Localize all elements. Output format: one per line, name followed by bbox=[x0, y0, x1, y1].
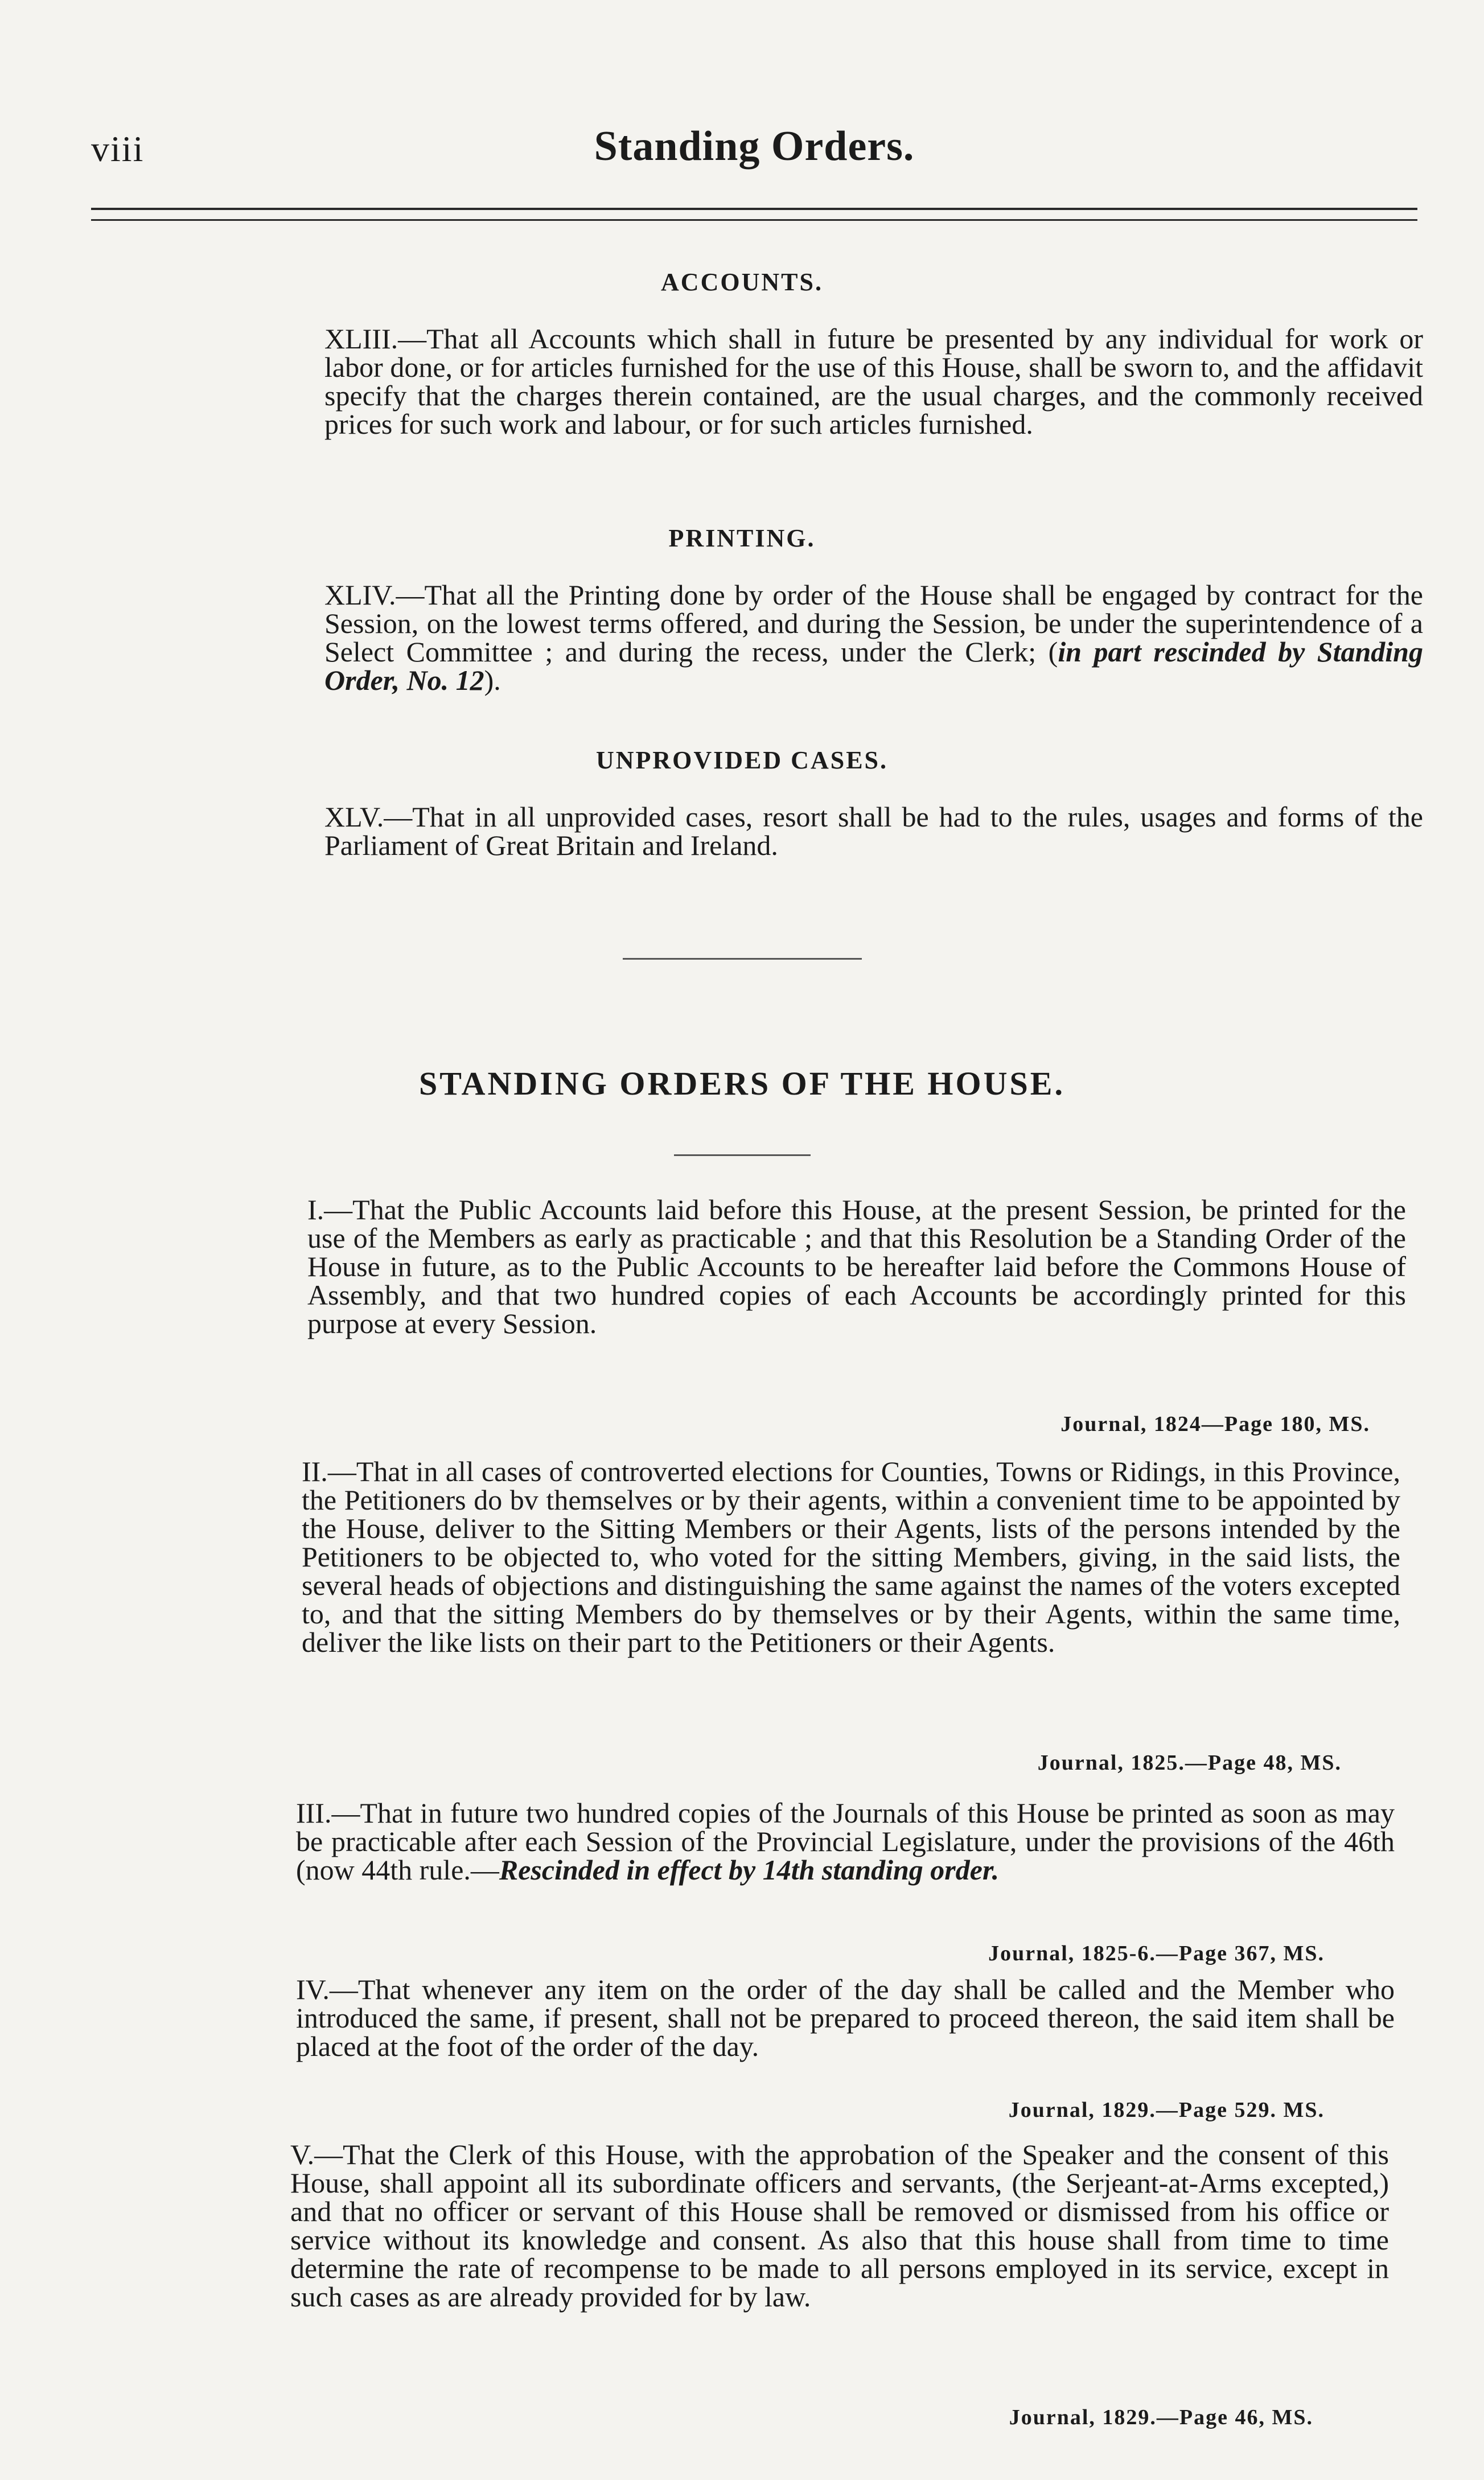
order-numeral: XLV. bbox=[324, 801, 384, 833]
order-numeral: II. bbox=[302, 1455, 328, 1487]
order-note: in part rescinded by Standing Order, No. 12 bbox=[324, 636, 1423, 696]
section-heading-printing: PRINTING. bbox=[668, 524, 816, 552]
order-text: —That whenever any item on the order of the day shall be called and the Member who introduced the same, if present, shall not be prepared to proceed thereon, the said item shall be placed at the foot of the order of the day. bbox=[296, 1973, 1395, 2062]
journal-reference: Journal, 1825.—Page 48, MS. bbox=[1037, 1751, 1342, 1775]
order-v bbox=[290, 2140, 1389, 2311]
header-rule bbox=[91, 208, 1417, 221]
order-text: —That in future two hundred copies of the Journals of this House be printed as soon as may be practicable after each Session of the Provincial Legislature, under the provisions of the 46th (now 44th rule.— bbox=[296, 1797, 1395, 1886]
order-numeral: I. bbox=[307, 1194, 324, 1225]
order-numeral: XLIII. bbox=[324, 323, 398, 355]
order-ii bbox=[302, 1457, 1400, 1656]
order-text: —That in all cases of controverted elections for Counties, Towns or Ridings, in this Province, the Petitioners do bv themselves or by their agents, within a convenient time to be appointed by the House, deliver to the Sitting Members or their Agents, lists of the persons intended by the Petitioners to be objected to, who voted for the sitting Members, giving, in the said lists, the several heads of objections and distinguishing the same against the names of the voters excepted to, and that the sitting Members do by themselves or by their Agents, within the same time, deliver the like lists on their part to the Petitioners or their Agents. bbox=[302, 1455, 1401, 1658]
order-numeral: III. bbox=[296, 1797, 332, 1829]
main-title: STANDING ORDERS OF THE HOUSE. bbox=[419, 1065, 1065, 1102]
order-text: —That in all unprovided cases, resort shall be had to the rules, usages and forms of the Parliament of Great Britain and Ireland. bbox=[324, 801, 1423, 861]
order-text: —That the Public Accounts laid before this House, at the present Session, be printed for the use of the Members as early as practicable ; and that this Resolution be a Standing Order of the House in future, as to the Public Accounts to be hereafter laid before the Commons House of Assembly, and that two hundred copies of each Accounts be accordingly printed for this purpose at every Session. bbox=[307, 1194, 1406, 1339]
order-numeral: V. bbox=[290, 2138, 315, 2170]
order-numeral: XLIV. bbox=[324, 579, 396, 611]
order-xliv bbox=[324, 581, 1423, 694]
section-heading-accounts: ACCOUNTS. bbox=[661, 268, 823, 296]
order-numeral: IV. bbox=[296, 1973, 330, 2005]
order-text-end: ). bbox=[484, 664, 501, 696]
journal-reference: Journal, 1825-6.—Page 367, MS. bbox=[988, 1942, 1325, 1965]
order-note: Rescinded in effect by 14th standing order. bbox=[499, 1854, 1000, 1886]
journal-reference: Journal, 1829.—Page 46, MS. bbox=[1009, 2405, 1313, 2429]
order-xlv bbox=[324, 803, 1423, 859]
order-iii bbox=[296, 1799, 1395, 1884]
order-i bbox=[307, 1195, 1406, 1338]
journal-reference: Journal, 1824—Page 180, MS. bbox=[1060, 1412, 1370, 1436]
running-title: Standing Orders. bbox=[594, 123, 915, 170]
order-xliii bbox=[324, 324, 1423, 438]
order-text: —That the Clerk of this House, with the approbation of the Speaker and the consent of this House, shall appoint all its subordinate officers and servants, (the Serjeant-at-Arms excepted,) and that no officer or servant of this House shall be removed or dismissed from his office or service without its knowledge and consent. As also that this house shall from time to time determine the rate of recompense to be made to all persons employed in its service, except in such cases as are already provided for by law. bbox=[290, 2138, 1389, 2313]
order-iv bbox=[296, 1975, 1395, 2061]
page-number: viii bbox=[91, 129, 145, 169]
journal-reference: Journal, 1829.—Page 529. MS. bbox=[1008, 2098, 1325, 2122]
order-text: —That all Accounts which shall in future be presented by any individual for work or labor done, or for articles furnished for the use of this House, shall be sworn to, and the affidavit specify that the charges therein contained, are the usual charges, and the commonly received prices for such work and labour, or for such articles furnished. bbox=[324, 323, 1423, 440]
section-divider bbox=[0, 948, 1484, 970]
title-divider bbox=[0, 1144, 1484, 1167]
page-header bbox=[91, 122, 1417, 191]
order-text: —That all the Printing done by order of the House shall be engaged by contract for the Session, on the lowest terms offered, and during the Session, be under the superintendence of a Select Committee ; and during the recess, under the Clerk; ( bbox=[324, 579, 1423, 668]
section-heading-unprovided-cases: UNPROVIDED CASES. bbox=[595, 746, 889, 774]
